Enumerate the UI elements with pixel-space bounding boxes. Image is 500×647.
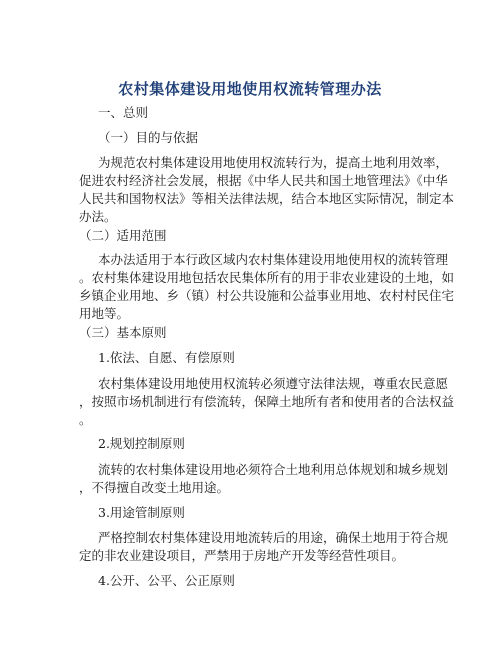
paragraph-line: 人民共和国物权法》等相关法律法规，结合本地区实际情况，制定本 — [79, 191, 455, 206]
paragraph-line: ，不得擅自改变土地用途。 — [79, 480, 230, 495]
document-title: 农村集体建设用地使用权流转管理办法 — [118, 80, 382, 98]
paragraph-line: 本办法适用于本行政区域内农村集体建设用地使用权的流转管理 — [98, 252, 449, 267]
section-heading-general: 一、总则 — [98, 105, 149, 120]
principle-heading-3: 3.用途管制原则 — [98, 505, 185, 520]
paragraph-line: 促进农村经济社会发展，根据《中华人民共和国土地管理法》《中华 — [79, 173, 448, 188]
paragraph-line: 办法。 — [79, 209, 117, 224]
principle-heading-4: 4.公开、公平、公正原则 — [98, 573, 235, 588]
paragraph-line: 用地等。 — [79, 306, 130, 321]
paragraph-line: ，按照市场机制进行有偿流转，保障土地所有者和使用者的合法权益 — [79, 394, 455, 409]
paragraph-line: 。 — [79, 412, 92, 427]
paragraph-line: 。农村集体建设用地包括农民集体所有的用于非农业建设的土地，如 — [79, 270, 455, 285]
paragraph-line: 乡镇企业用地、乡（镇）村公共设施和公益事业用地、农村村民住宅 — [79, 288, 455, 303]
paragraph-line: 农村集体建设用地使用权流转必须遵守法律法规，尊重农民意愿 — [98, 376, 449, 391]
paragraph-line: 为规范农村集体建设用地使用权流转行为，提高土地利用效率， — [98, 155, 449, 170]
paragraph-line: 严格控制农村集体建设用地流转后的用途，确保土地用于符合规 — [98, 530, 449, 545]
principle-heading-2: 2.规划控制原则 — [98, 436, 185, 451]
paragraph-line: 流转的农村集体建设用地必须符合土地利用总体规划和城乡规划 — [98, 462, 449, 477]
subsection-heading-purpose: （一）目的与依据 — [98, 130, 199, 145]
subsection-heading-scope: （二）适用范围 — [79, 228, 167, 243]
paragraph-line: 定的非农业建设项目，严禁用于房地产开发等经营性项目。 — [79, 548, 405, 563]
principle-heading-1: 1.依法、自愿、有偿原则 — [98, 350, 235, 365]
subsection-heading-principles: （三）基本原则 — [79, 325, 167, 340]
